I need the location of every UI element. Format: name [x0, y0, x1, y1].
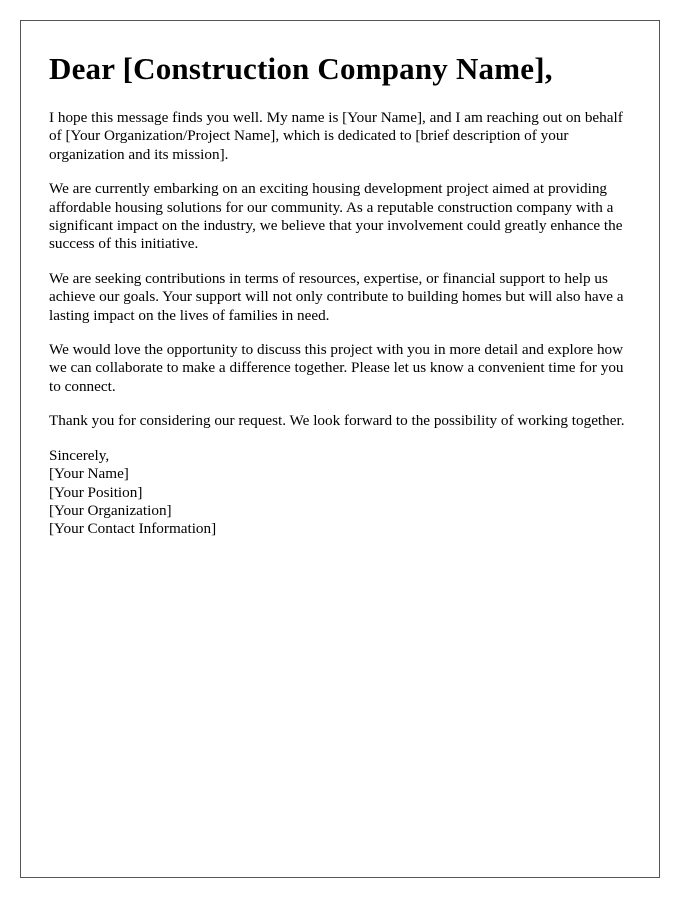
- closing-position: [Your Position]: [49, 483, 143, 501]
- closing-contact: [Your Contact Information]: [49, 520, 217, 538]
- letter-paragraph-intro: I hope this message finds you well. My name is [Your Name], and I am reaching out on behalf of [Your Organization/Project Name], which is dedicated to [brief description of your organization and its mission].: [49, 109, 623, 163]
- letter-paragraph-request: We are seeking contributions in terms of resources, expertise, or financial support to help us achieve our goals. Your support will not only contribute to building homes but will also have a lasting impact on the lives of families in need.: [49, 269, 624, 324]
- letter-salutation: Dear [Construction Company Name],: [49, 51, 553, 86]
- letter-paragraph-thanks: Thank you for considering our request. We look forward to the possibility of working together.: [49, 412, 625, 430]
- letter-paragraph-project: We are currently embarking on an exciting housing development project aimed at providing affordable housing solutions for our community. As a reputable construction company with a significant impact on the industry, we believe that your involvement could greatly enhance the success of this initiative.: [49, 180, 623, 253]
- letter-page: [20, 20, 660, 878]
- letter-closing: [49, 447, 631, 539]
- closing-signoff: Sincerely,: [49, 446, 110, 464]
- closing-organization: [Your Organization]: [49, 501, 172, 519]
- closing-name: [Your Name]: [49, 465, 129, 483]
- letter-paragraph-discussion: We would love the opportunity to discuss this project with you in more detail and explore how we can collaborate to make a difference together. Please let us know a convenient time for you to connect.: [49, 341, 624, 395]
